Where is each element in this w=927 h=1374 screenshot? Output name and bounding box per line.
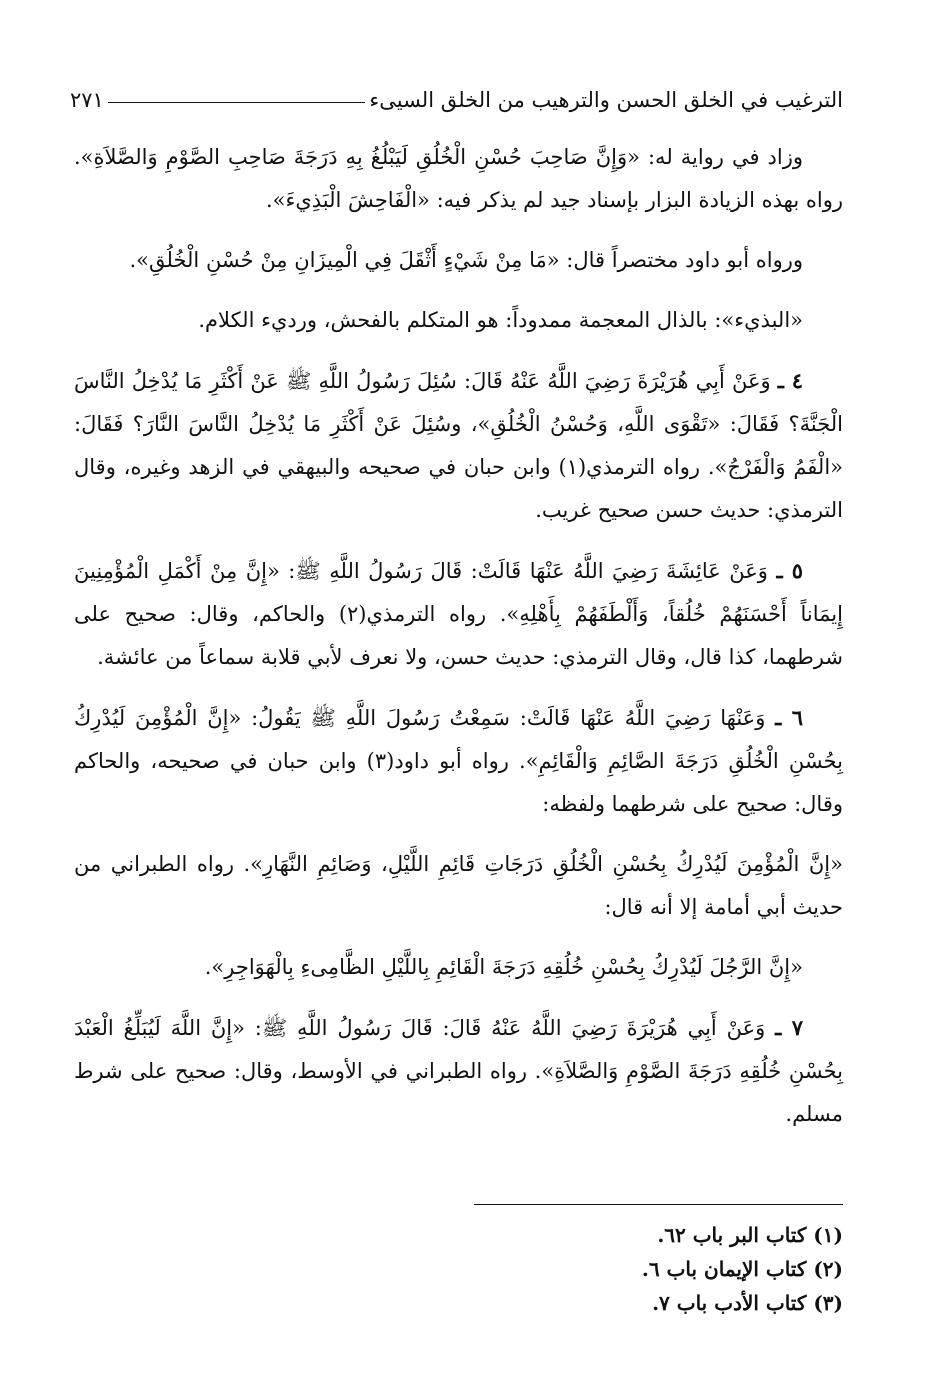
paragraph-text: وَعَنْ عَائِشَةَ رَضِيَ اللَّهُ عَنْهَا قَالَتْ: قَالَ رَسُولُ اللَّهِ ﷺ: «إِنَّ مِنْ أَكْمَلِ الْمُؤْمِنِينَ إِيمَاناً أَحْسَنَهُمْ خُلُقاً، وَأَلْطَفَهُمْ بِأَهْلِهِ». رواه الترمذي(٢) والحاكم، وقال: صحيح على شرطهما، كذا قال، وقال الترمذي: حديث حسن، ولا نعرف لأبي قلابة سماعاً من عائشة. [74,559,843,669]
paragraph-text: ورواه أبو داود مختصراً قال: «مَا مِنْ شَيْءٍ أَثْقَلَ فِي الْمِيزَانِ مِنْ حُسْنِ الْخُلُقِ». [129,248,803,272]
running-title: الترغيب في الخلق الحسن والترهيب من الخلق السيىء [369,88,843,112]
paragraph [74,136,843,222]
paragraph [74,946,843,989]
footnote: (١) كتاب البر باب ٦٢. [657,1223,843,1247]
footnote: (٣) كتاب الأدب باب ٧. [652,1291,843,1315]
page-header [70,72,843,112]
hadith-paragraph [74,549,843,679]
hadith-number: ٥ ـ [776,558,803,583]
page-body [74,136,843,1136]
paragraph [74,299,843,342]
footnotes [300,1218,843,1320]
hadith-number: ٦ ـ [775,705,803,730]
paragraph-text: وَعَنْ أَبِي هُرَيْرَةَ رَضِيَ اللَّهُ عَنْهُ قَالَ: سُئِلَ رَسُولُ اللَّهِ ﷺ عَنْ أَكْثَرِ مَا يُدْخِلُ النَّاسَ الْجَنَّةَ؟ فَقَالَ: «تَقْوَى اللَّهِ، وَحُسْنُ الْخُلُقِ»، وسُئِلَ عَنْ أَكْثَرِ مَا يُدْخِلُ النَّاسَ النَّارَ؟ فَقَالَ: «الْفَمُ وَالْفَرْجُ». رواه الترمذي(١) وابن حبان في صحيحه والبيهقي في الزهد وغيره، وقال الترمذي: حديث حسن صحيح غريب. [74,369,844,522]
paragraph-text: وزاد في رواية له: «وَإِنَّ صَاحِبَ حُسْنِ الْخُلُقِ لَيَبْلُغُ بِهِ دَرَجَةَ صَاحِبِ الصَّوْمِ وَالصَّلاَةِ». رواه بهذه الزيادة البزار بإسناد جيد لم يذكر فيه: «الْفَاحِشَ الْبَذِيءَ». [74,145,843,212]
hadith-paragraph [74,696,843,826]
paragraph-text: وَعَنْهَا رَضِيَ اللَّهُ عَنْهَا قَالَتْ: سَمِعْتُ رَسُولَ اللَّهِ ﷺ يَقُولُ: «إِنَّ الْمُؤْمِنَ لَيُدْرِكُ بِحُسْنِ الْخُلُقِ دَرَجَةَ الصَّائِمِ وَالْقَائِمِ». رواه أبو داود(٣) وابن حبان في صحيحه، والحاكم وقال: صحيح على شرطهما ولفظه: [74,706,843,816]
footnote-rule [474,1204,843,1205]
hadith-number: ٤ ـ [777,368,803,393]
paragraph-text: «البذيء»: بالذال المعجمة ممدوداً: هو المتكلم بالفحش، ورديء الكلام. [198,308,803,332]
paragraph [74,843,843,929]
header-rule [108,102,366,103]
paragraph-text: «إِنَّ الْمُؤْمِنَ لَيُدْرِكُ بِحُسْنِ الْخُلُقِ دَرَجَاتِ قَائِمِ اللَّيْلِ، وَصَائِمِ النَّهَارِ». رواه الطبراني من حديث أبي أمامة إلا أنه قال: [74,852,843,919]
page-number: ٢٧١ [70,88,104,112]
hadith-paragraph [74,1006,843,1136]
hadith-paragraph [74,359,843,532]
paragraph [74,239,843,282]
paragraph-text: وَعَنْ أَبِي هُرَيْرَةَ رَضِيَ اللَّهُ عَنْهُ قَالَ: قَالَ رَسُولُ اللَّهِ ﷺ: «إِنَّ اللَّهَ لَيُبَلِّغُ الْعَبْدَ بِحُسْنِ خُلُقِهِ دَرَجَةَ الصَّوْمِ وَالصَّلاَةِ». رواه الطبراني في الأوسط، وقال: صحيح على شرط مسلم. [74,1016,843,1126]
footnote: (٢) كتاب الإيمان باب ٦. [641,1257,843,1281]
hadith-number: ٧ ـ [775,1015,803,1040]
paragraph-text: «إِنَّ الرَّجُلَ لَيُدْرِكُ بِحُسْنِ خُلُقِهِ دَرَجَةَ الْقَائِمِ بِاللَّيْلِ الظَّامِىءِ بِالْهَوَاجِرِ». [204,955,803,979]
